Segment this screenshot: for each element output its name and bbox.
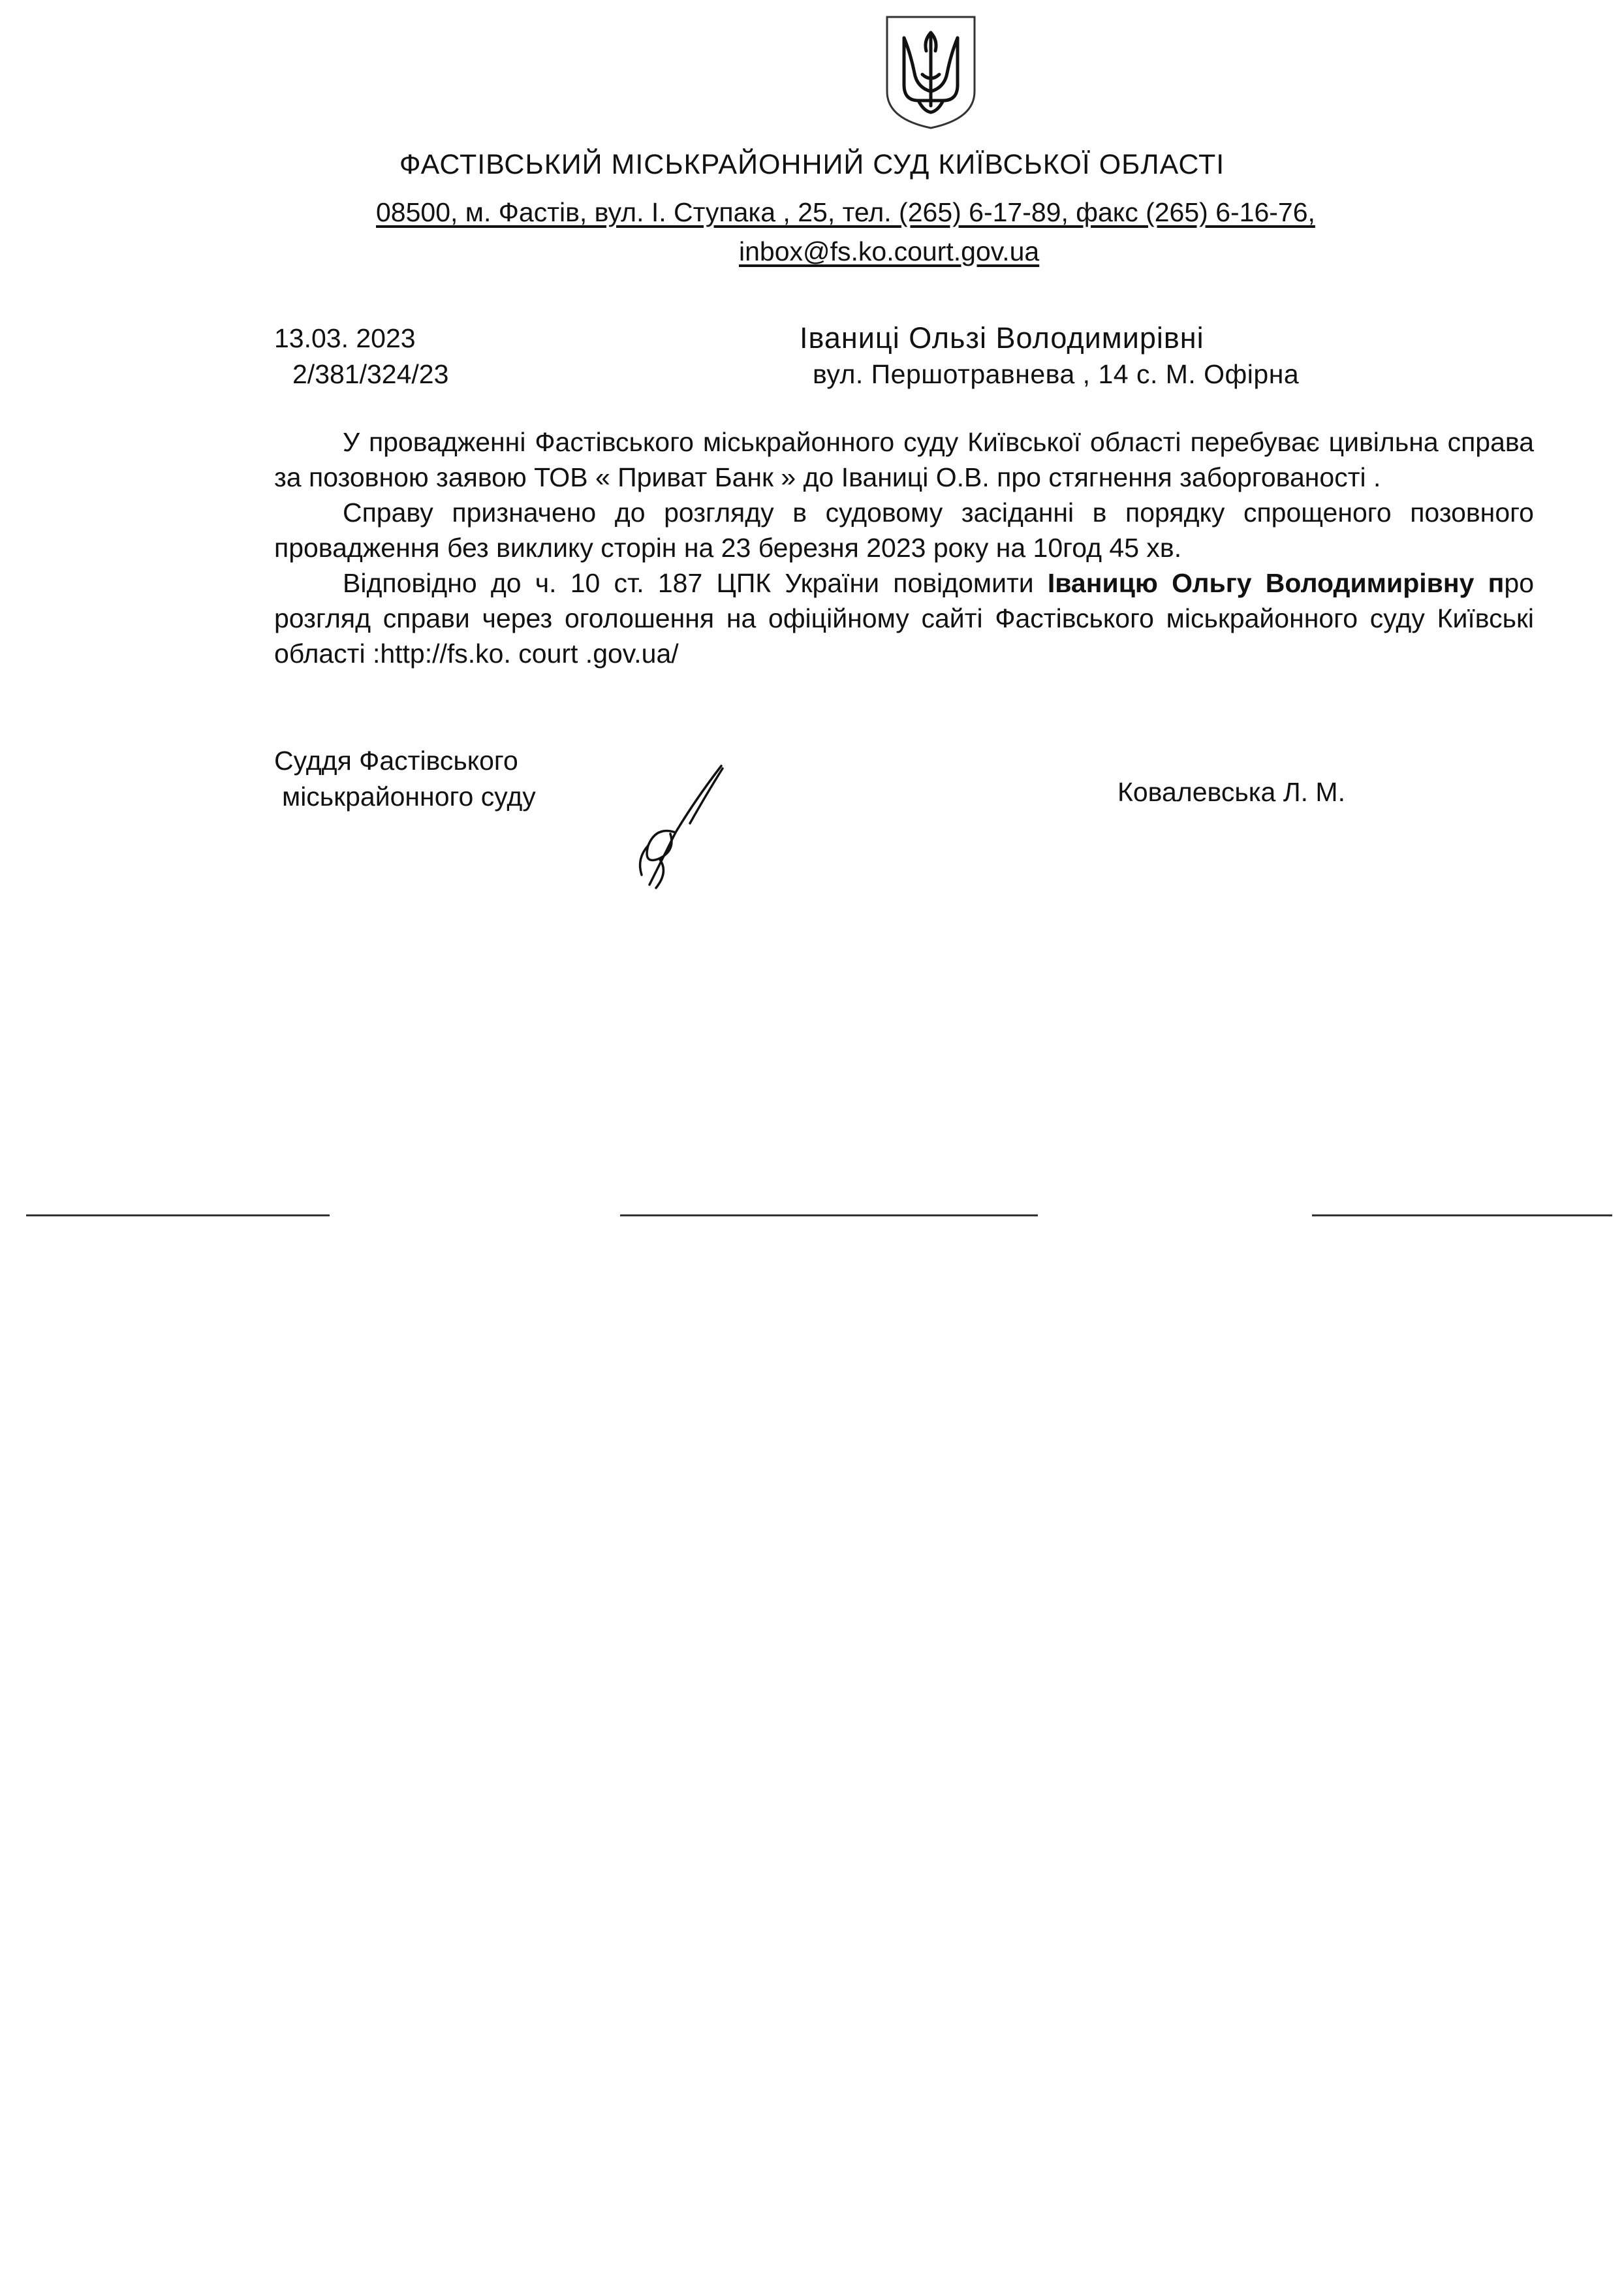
page-divider-3 [1312,1214,1612,1216]
document-date: 13.03. 2023 [274,323,416,353]
judge-name: Ковалевська Л. М. [1117,777,1345,807]
page-divider-1 [26,1214,330,1216]
document-reference: 2/381/324/23 [292,359,449,389]
letter-body [274,424,1534,671]
coat-of-arms-icon [884,14,977,131]
court-address: 08500, м. Фастів, вул. І. Ступака , 25, тел. (265) 6-17-89, факс (265) 6-16-76, [376,197,1315,227]
handwritten-signature-icon [630,761,731,891]
page-divider-2 [620,1214,1038,1216]
addressee-name: Іваниці Ользі Володимирівні [800,321,1204,355]
paragraph-3-start: Відповідно до ч. 10 ст. 187 ЦПК України повідомити [343,568,1048,598]
paragraph-2: Справу призначено до розгляду в судовому засіданні в порядку спрощеного позовного провадження без виклику сторін на 23 березня 2023 року на 10год 45 хв. [274,498,1534,563]
judge-title-line1: Суддя Фастівського [274,746,518,776]
judge-title-line2: міськрайонного суду [282,782,536,812]
paragraph-3 [274,565,1534,671]
court-name: ФАСТІВСЬКИЙ МІСЬКРАЙОННИЙ СУД КИЇВСЬКОЇ ОБЛАСТІ [399,149,1225,180]
court-email[interactable]: inbox@fs.ko.court.gov.ua [739,236,1040,266]
respondent-name-bold: Іваницю Ольгу Володимирівну [1047,568,1475,598]
bold-letter-p: п [1474,568,1505,598]
paragraph-3-end: ро розгляд справи через оголошення на офіційному сайті Фастівського міськрайонного суду Київські області :http://fs.ko. court .gov.ua/ [274,568,1535,669]
paragraph-1: У провадженні Фастівського міськрайонного суду Київської області перебуває цивільна справа за позовною заявою ТОВ « Приват Банк » до Іваниці О.В. про стягнення заборгованості . [274,427,1534,492]
addressee-address: вул. Першотравнева , 14 с. М. Офірна [813,359,1300,389]
